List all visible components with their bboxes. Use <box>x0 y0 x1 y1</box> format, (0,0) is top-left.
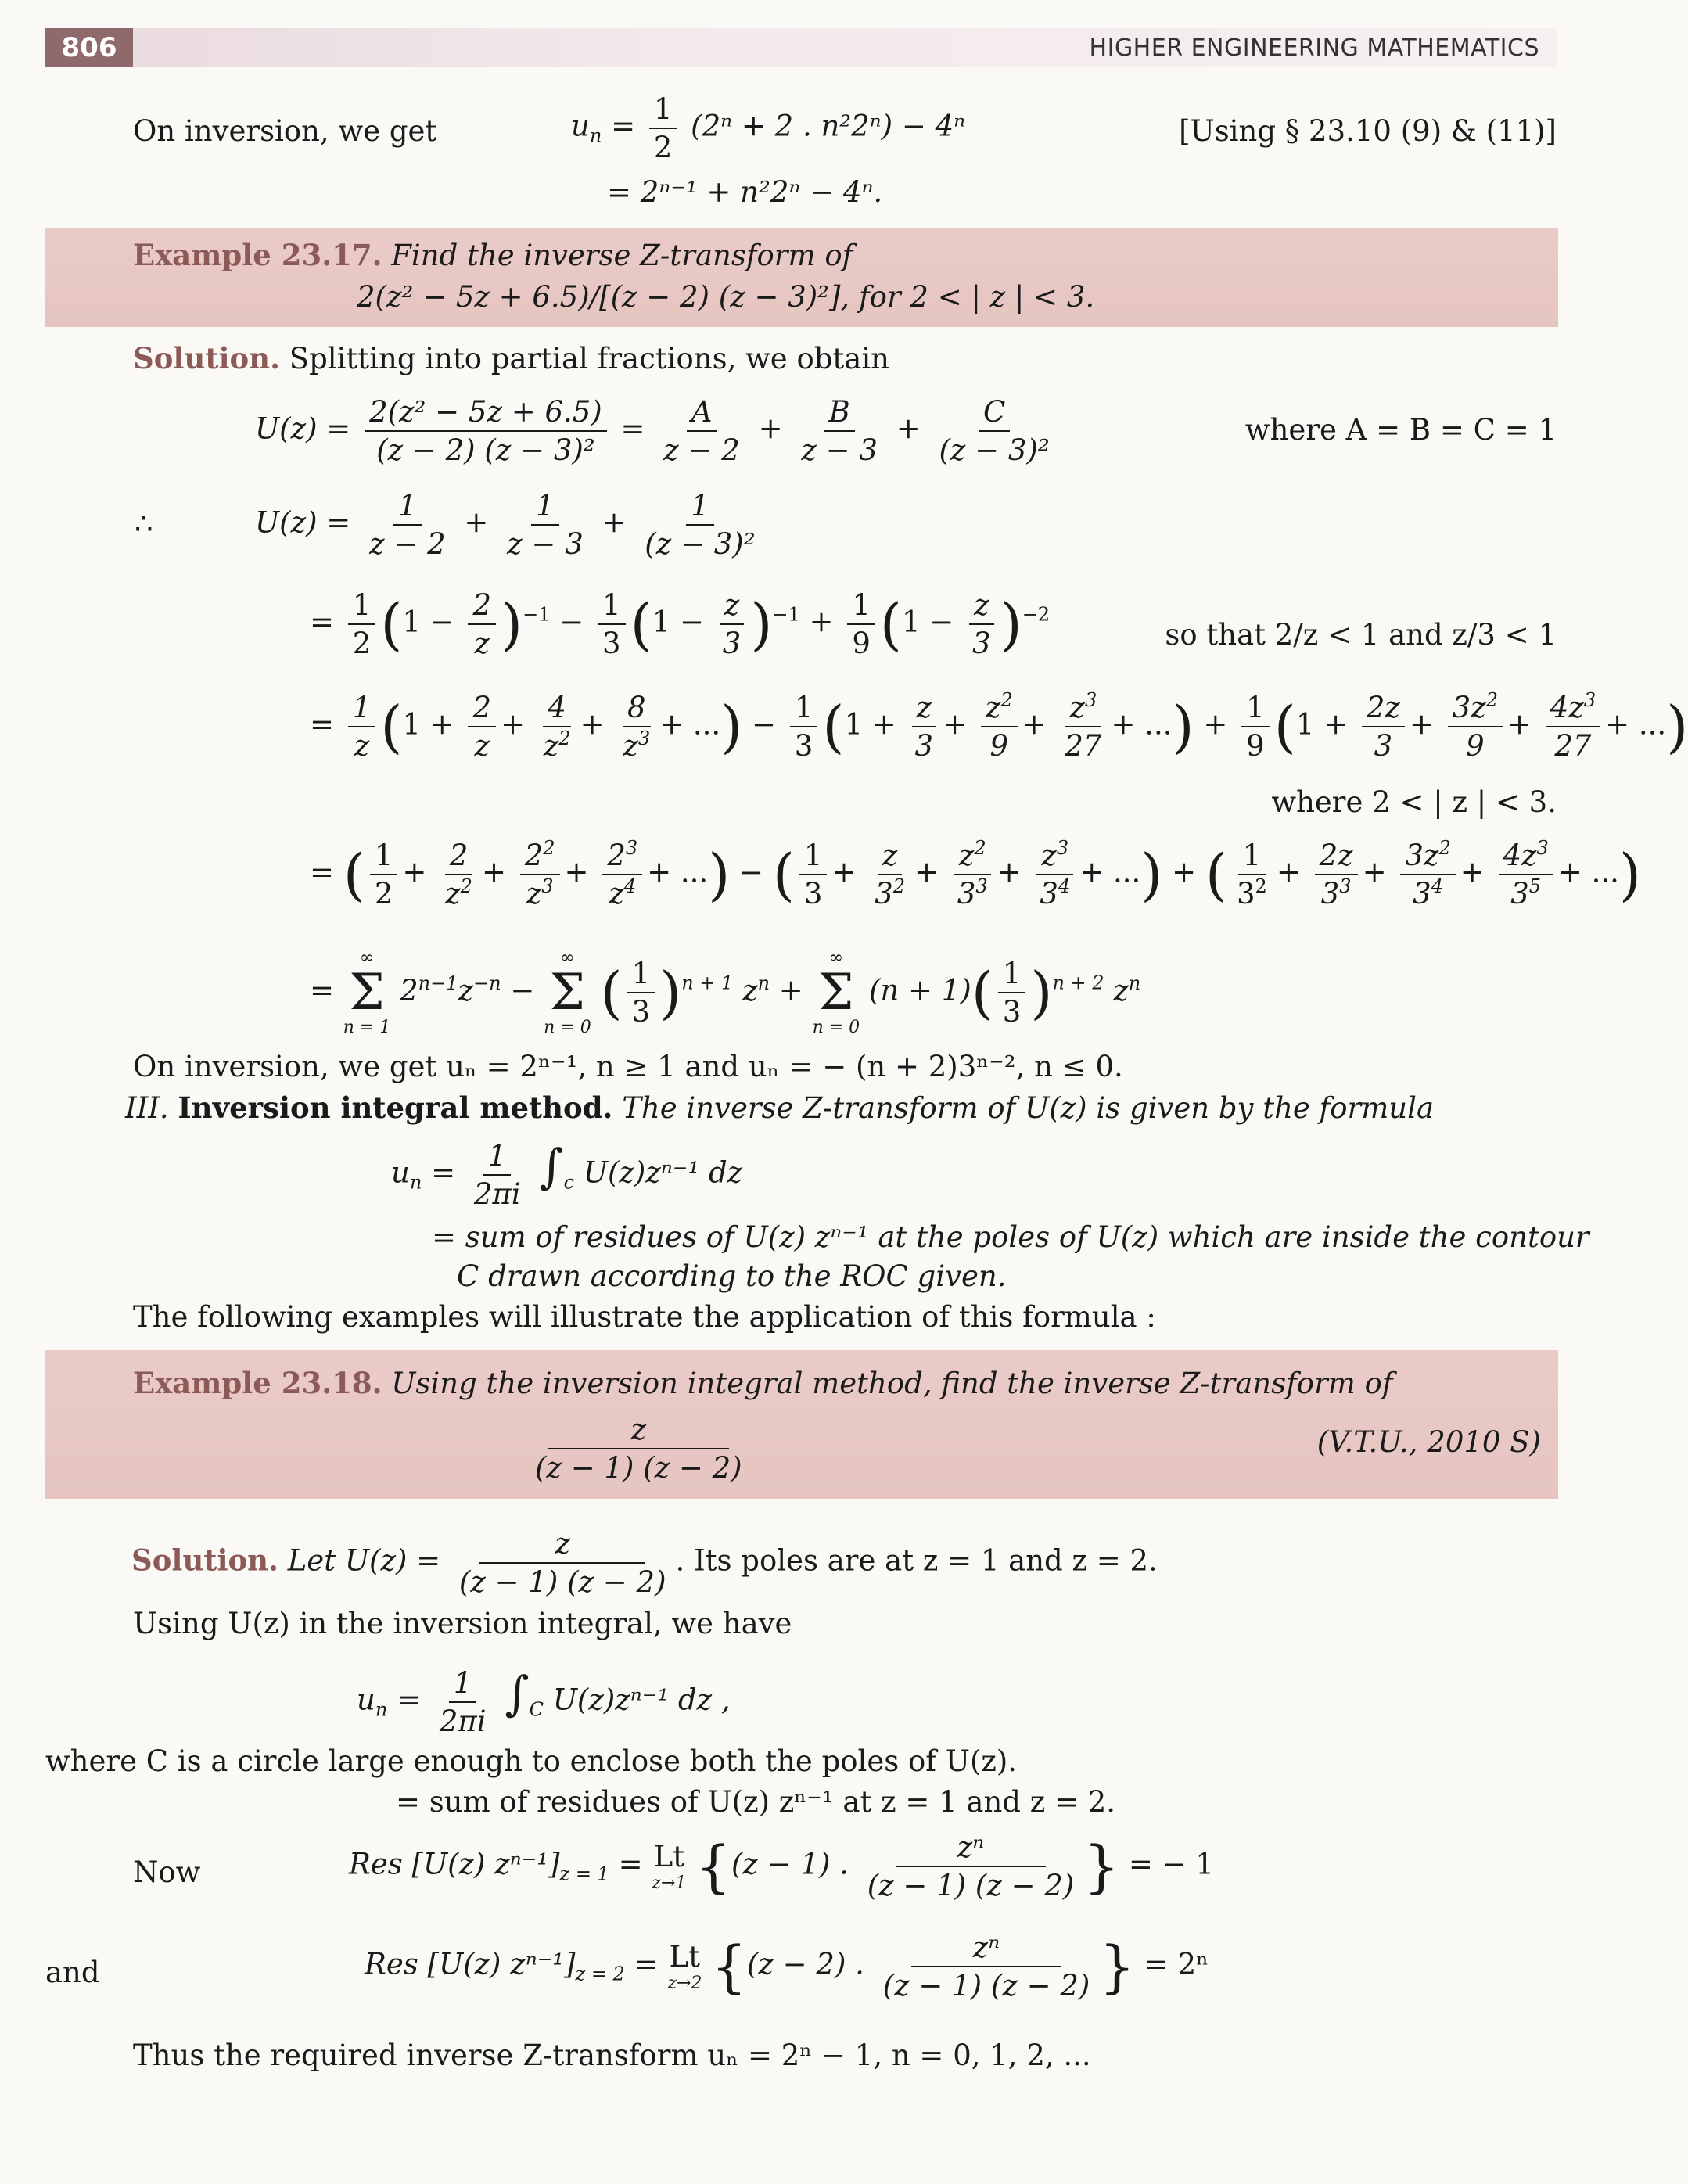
example-23-18-fraction: $\frac{z}{(z - 1) (z - 2)}$ <box>535 1413 742 1485</box>
roc-note: where 2 < | z | < 3. <box>1271 785 1557 819</box>
residue-at-z1: Res [U(z) $z^{n-1}]_{z = 1}$ = Lt z→1 {(z − 1) . $\frac{\text{zⁿ}}{(z - 1) (z - 2)}$ } = − 1 <box>349 1830 1214 1902</box>
inversion-integral-2: $u_n$ = $\frac{1}{2\pi i}$ $\int_C$ U(z)zⁿ⁻¹ dz , <box>357 1666 731 1738</box>
residue-definition-2: C drawn according to the ROC given. <box>457 1259 1007 1293</box>
top-equation-line2: = 2ⁿ⁻¹ + n²2ⁿ − 4ⁿ. <box>607 175 883 209</box>
solution-2-intro: Solution. Let U(z) = $\frac{z}{(z - 1) (z - 2)}$ . Its poles are at z = 1 and z = 2. <box>131 1527 1158 1599</box>
therefore-symbol: ∴ <box>135 507 153 541</box>
example-23-18-title: Example 23.18. Using the inversion integral method, find the inverse Z-transform of <box>133 1366 1393 1400</box>
summation-line: = ∞ Σ n = 1 $2^{n-1}z^{-n}$ − ∞ Σ n = 0 ( $\frac{1}{3}$ )$^{n + 1}$ $z^n$ + ∞ Σ n = 0 (n + 1)( $\frac{1}{3}$ )$^{n + 2}$ $z^n$ <box>310 948 1141 1037</box>
example-23-17-title: Example 23.17. Find the inverse Z-transform of <box>133 238 853 272</box>
top-label: On inversion, we get <box>133 114 437 148</box>
method-heading: III. Inversion integral method. The inverse Z-transform of U(z) is given by the formula <box>125 1090 1435 1125</box>
solution-1-intro: Solution. Splitting into partial fractions, we obtain <box>133 341 889 375</box>
expansion-line-3: = ( $\frac{1}{2}$ + $\frac{2}{z^2}$ + $\frac{2^2}{z^3}$ + $\frac{2^3}{z^4}$ + ...) − ( $\frac{1}{3}$ + $\frac{z}{3^2}$ + $\frac{z^2}{3^3}$ + $\frac{z^3}{3^4}$ + ...) + ( $\frac{1}{3^2}$ + $\frac{2z}{3^3}$ + $\frac{3z^2}{3^4}$ + $\frac{4z^3}{3^5}$ + ...) <box>310 837 1641 911</box>
example-23-17-expression: 2(z² − 5z + 6.5)/[(z − 2) (z − 3)²], for 2 < | z | < 3. <box>357 280 1095 314</box>
example-23-18-reference: (V.T.U., 2010 S) <box>1316 1425 1541 1459</box>
abc-note: where A = B = C = 1 <box>1244 413 1557 447</box>
partial-fraction-line: U(z) = $\frac{\text{2(z² − 5z + 6.5)}}{\text{(z − 2) (z − 3)²}}$ = $\frac{A}{z - 2}$ + $\frac{B}{z - 3}$ + $\frac{C}{\text{(z − 3)²}}$ <box>255 395 1050 467</box>
expansion-line-1: = $\frac{1}{2}$ (1 − $\frac{2}{z}$ )$^{-1}$ − $\frac{1}{3}$ (1 − $\frac{z}{3}$ )$^{-1}$ + $\frac{1}{9}$ (1 − $\frac{z}{3}$ )$^{-2}$ <box>310 588 1051 660</box>
book-title: HIGHER ENGINEERING MATHEMATICS <box>1089 34 1539 62</box>
inversion-integral-formula: $u_n$ = $\frac{1}{2\pi i}$ $\int_c$ U(z)zⁿ⁻¹ dz <box>391 1139 743 1211</box>
uz-simple-fractions: U(z) = $\frac{1}{z - 2}$ + $\frac{1}{z - 3}$ + $\frac{1}{\text{(z − 3)²}}$ <box>255 489 756 561</box>
using-text: Using U(z) in the inversion integral, we have <box>133 1607 792 1640</box>
now-label: Now <box>133 1855 201 1889</box>
residue-definition-1: = sum of residues of U(z) zⁿ⁻¹ at the poles of U(z) which are inside the contour <box>432 1220 1589 1254</box>
and-label: and <box>45 1956 100 1989</box>
inversion-result-1: On inversion, we get uₙ = 2ⁿ⁻¹, n ≥ 1 and uₙ = − (n + 2)3ⁿ⁻², n ≤ 0. <box>133 1050 1123 1083</box>
sum-residues-text: = sum of residues of U(z) zⁿ⁻¹ at z = 1 and z = 2. <box>396 1785 1116 1819</box>
convergence-note: so that 2/z < 1 and z/3 < 1 <box>1165 618 1557 652</box>
conclusion: Thus the required inverse Z-transform uₙ = 2ⁿ − 1, n = 0, 1, 2, ... <box>133 2039 1091 2072</box>
page-number: 806 <box>45 28 133 67</box>
top-reference: [Using § 23.10 (9) & (11)] <box>1179 114 1557 148</box>
top-equation: $u_n$ = $\frac{1}{2}$ (2ⁿ + 2 . n²2ⁿ) − 4ⁿ <box>571 92 966 164</box>
expansion-line-2: = $\frac{1}{z}$ (1 + $\frac{2}{z}$ + $\frac{4}{z^2}$ + $\frac{8}{z^3}$ + ...) − $\frac{1}{3}$ (1 + $\frac{z}{3}$ + $\frac{z^2}{9}$ + $\frac{z^3}{27}$ + ...) + $\frac{1}{9}$ (1 + $\frac{2z}{3}$ + $\frac{3z^2}{9}$ + $\frac{4z^3}{27}$ + ...) <box>310 689 1688 763</box>
follow-text: The following examples will illustrate the application of this formula : <box>133 1300 1156 1334</box>
residue-at-z2: Res [U(z) $z^{n-1}]_{z = 2}$ = Lt z→2 {(z − 2) . $\frac{\text{zⁿ}}{(z - 1) (z - 2)}$ } = 2ⁿ <box>365 1931 1209 2003</box>
contour-description: where C is a circle large enough to enclose both the poles of U(z). <box>45 1744 1018 1778</box>
